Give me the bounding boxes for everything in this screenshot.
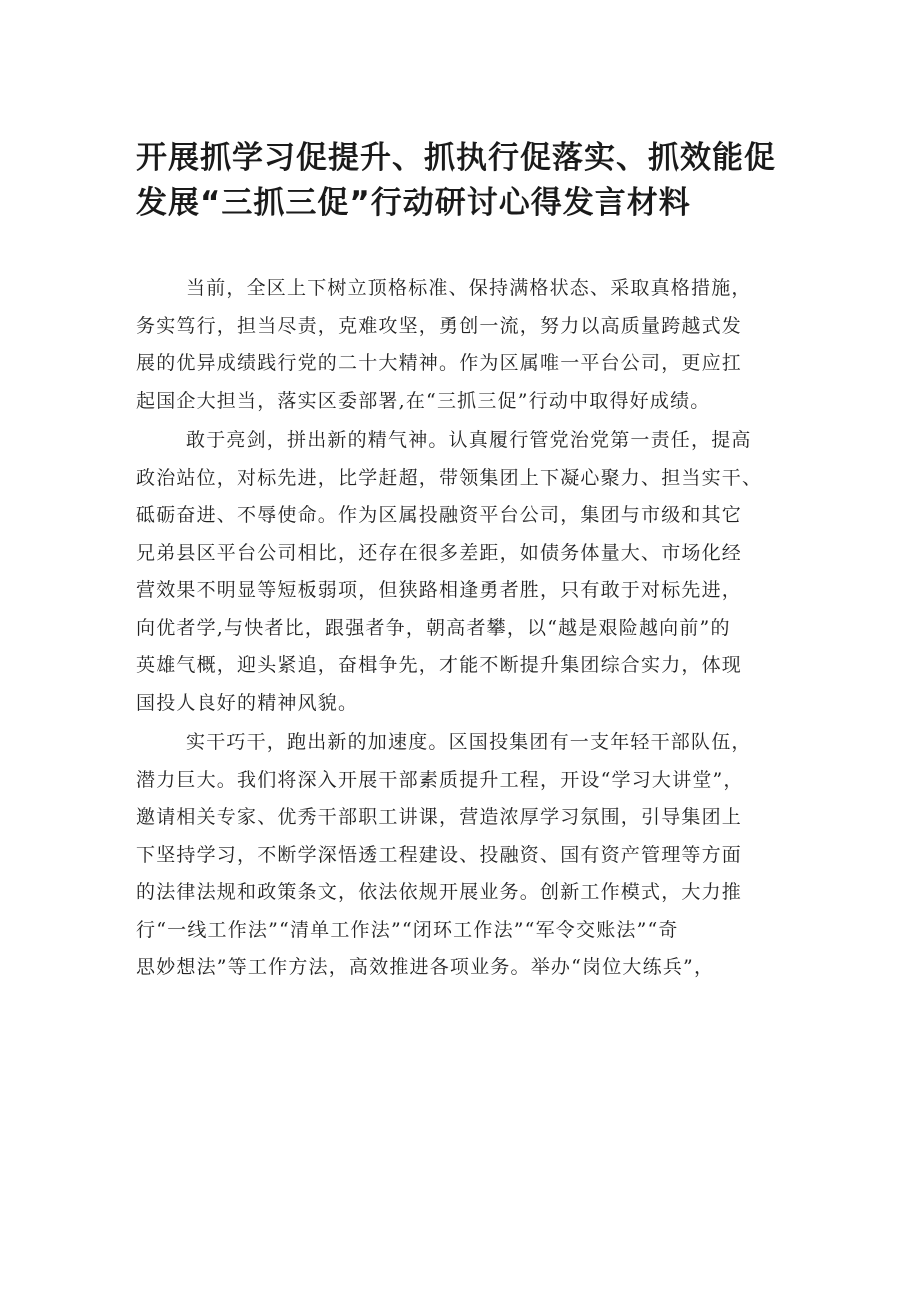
- paragraph-line: 展的优异成绩践行党的二十大精神。作为区属唯一平台公司，更应扛: [136, 352, 743, 374]
- paragraph-line: 起国企大担当，落实区委部署,在“三抓三促”行动中取得好成绩。: [136, 389, 711, 412]
- paragraph-line: 的法律法规和政策条文，依法依规开展业务。创新工作模式，大力推: [136, 881, 743, 903]
- paragraph-line: 当前，全区上下树立顶格标准、保持满格状态、采取真格措施，: [186, 277, 752, 299]
- paragraph-line: 英雄气概，迎头紧追，奋楫争先，才能不断提升集团综合实力，体现: [136, 654, 743, 676]
- paragraph-line: 务实笃行，担当尽责，克难攻坚，勇创一流，努力以高质量跨越式发: [136, 314, 743, 337]
- paragraph-line: 营效果不明显等短板弱项，但狭路相逢勇者胜，只有敢于对标先进，: [136, 579, 743, 601]
- paragraph-line: 向优者学,与快者比，跟强者争，朝高者攀，以“越是艰险越向前”的: [136, 616, 731, 639]
- paragraph-line: 兄弟县区平台公司相比，还存在很多差距，如债务体量大、市场化经: [136, 541, 743, 564]
- paragraph-line: 砥砺奋进、不辱使命。作为区属投融资平台公司，集团与市级和其它: [136, 504, 743, 526]
- paragraph-line: 下坚持学习，不断学深悟透工程建设、投融资、国有资产管理等方面: [136, 843, 743, 866]
- paragraph-line: 思妙想法”等工作方法，高效推进各项业务。举办“岗位大练兵”，: [136, 956, 715, 978]
- document-title: [136, 136, 796, 226]
- paragraph-line: 行“一线工作法”“清单工作法”“闭环工作法”“军令交账法”“奇: [136, 918, 679, 941]
- document-body: [136, 270, 796, 989]
- paragraph-line: 敢于亮剑，拼出新的精气神。认真履行管党治党第一责任，提高: [186, 429, 752, 451]
- paragraph-line: 邀请相关专家、优秀干部职工讲课，营造浓厚学习氛围，引导集团上: [136, 806, 743, 828]
- paragraph-line: 国投人良好的精神风貌。: [136, 691, 359, 714]
- title-line: 开展抓学习促提升、抓执行促落实、抓效能促: [136, 140, 776, 176]
- title-line: 发展“三抓三促”行动研讨心得发言材料: [136, 185, 691, 221]
- paragraph-dare: [136, 422, 796, 722]
- paragraph-line: 实干巧干，跑出新的加速度。区国投集团有一支年轻干部队伍，: [186, 731, 752, 753]
- paragraph-intro: [136, 270, 796, 420]
- paragraph-line: 潜力巨大。我们将深入开展干部素质提升工程，开设“学习大讲堂”，: [136, 768, 744, 791]
- paragraph-practical: [136, 724, 796, 987]
- paragraph-line: 政治站位，对标先进，比学赶超，带领集团上下凝心聚力、担当实干、: [136, 466, 763, 489]
